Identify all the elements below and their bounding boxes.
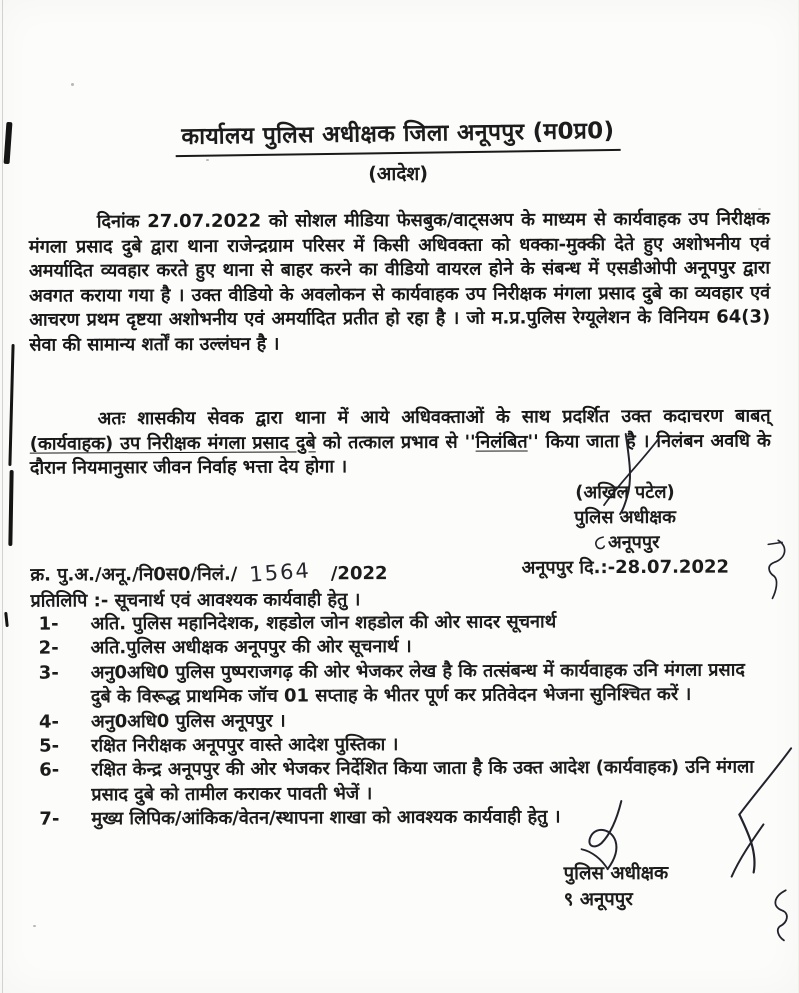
signatory-place: अनूपपुर [607,531,660,554]
copy-item-text: मुख्य लिपिक/आंकिक/वेतन/स्थापना शाखा को आवश्यक कार्यवाही हेतु । [91,806,561,830]
margin-squiggle-right-top [758,536,794,606]
copy-item-number: 1- [38,613,59,635]
ink-flourish-before-place [591,534,607,552]
copy-item [39,756,770,808]
order-subtitle: (आदेश) [368,162,429,186]
reference-suffix: /2022 [330,563,388,585]
copy-item-text: अनु0अधि0 पुलिस अनूपपुर । [90,710,286,732]
copy-item-text: अति.पुलिस अधीक्षक अनूपपुर की ओर सूचनार्थ । [90,636,412,659]
office-letterhead-title: कार्यालय पुलिस अधीक्षक जिला अनूपपुर (म0प्र0) [175,113,620,157]
para2-text: को तत्काल प्रभाव से '' [315,431,476,453]
signatory-block [520,480,730,581]
reference-number-line [30,560,387,587]
copy-item-number: 4- [38,711,60,733]
signatory-designation: पुलिस अधीक्षक [574,506,677,529]
signatory-name: (अखिल पटेल) [575,481,675,504]
signatory-place: ९ अनूपपुर [563,888,633,911]
para2-underlined-officer-name: (कार्यवाहक) उप निरीक्षक मंगला प्रसाद दुबे [29,431,316,455]
signatory-designation: पुलिस अधीक्षक [563,862,669,885]
copy-item [39,634,770,662]
order-paragraph-1: दिनांक 27.07.2022 को सोशल मीडिया फेसबुक/वाट्सअप के माध्यम से कार्यवाहक उप निरीक्षक मंगला प्रसाद दुबे द्वारा थाना राजेन्द्रग्राम परिसर में किसी अधिवक्ता को धक्का-मुक्की देते हुए अशोभनीय एवं अमर्यादित व्यवहार करते हुए थाना से बाहर करने का वीडियो वायरल होने के संबन्ध में एसडीओपी अनूपपुर द्वारा अवगत कराया गया है । उक्त वीडियो के अवलोकन से कार्यवाहक उप निरीक्षक मंगला प्रसाद दुबे का व्यवहार एवं आचरण प्रथम दृष्टया अशोभनीय एवं अमर्यादित प्रतीत हो रहा है । जो म.प्र.पुलिस रेग्यूलेशन के विनियम 64(3) सेवा की सामान्य शर्तों का उल्लंघन है । [28,208,771,356]
copy-item [39,805,770,833]
reference-prefix: क्र. पु.अ./अनू./नि0स0/निलं./ [30,563,238,586]
copy-item [39,731,770,759]
copy-item [39,658,770,710]
order-date-line: अनूपपुर दि.:-28.07.2022 [521,556,730,579]
copies-heading: प्रतिलिपि :- सूचनार्थ एवं आवश्यक कार्यवाही हेतु । [30,589,361,612]
large-signature-scribble-right [719,746,799,886]
copy-item-number: 2- [38,637,59,659]
copies-list [39,609,771,832]
copy-item-number: 6- [39,759,60,782]
para2-text: अतः शासकीय सेवक द्वारा थाना में आये अधिवक्ताओं के साथ प्रदर्शित उक्त कदाचरण बाबत् [97,405,771,430]
copy-item-text: अनु0अधि0 पुलिस पुष्पराजगढ़ की ओर भेजकर लेख है कि तत्संबन्ध में कार्यवाहक उनि मंगला प्रसाद दुबे के विरूद्ध प्राथमिक जॉच 01 सप्ताह के भीतर पूर्ण कर प्रतिवेदन भेजना सुनिश्चित करें । [90,659,745,708]
copy-item-text: रक्षित निरीक्षक अनूपपुर वास्ते आदेश पुस्तिका । [91,734,399,757]
copy-item-text: अति. पुलिस महानिदेशक, शहडोल जोन शहडोल की ओर सादर सूचनार्थ [90,611,557,635]
signatory-block-bottom [542,861,724,914]
para2-underlined-suspended-word: निलंबित [475,431,528,453]
para2-text: '' किया जाता है । निलंबन अवधि के दौरान नियमानुसार जीवन निर्वाह भत्ता देय होगा । [29,429,771,479]
copy-item [39,609,770,637]
copy-item [39,707,770,735]
copy-item-text: रक्षित केन्द्र अनूपपुर की ओर भेजकर निर्देशित किया जाता है कि उक्त आदेश (कार्यवाहक) उनि मंगला प्रसाद दुबे को तामील कराकर पावती भेजें । [91,756,754,806]
copy-item-number: 7- [39,808,60,830]
margin-squiggle-right-bottom [762,886,798,946]
copy-item-number: 3- [38,662,59,684]
copy-item-number: 5- [39,735,60,757]
handwritten-dispatch-number: 1564 [248,558,312,587]
